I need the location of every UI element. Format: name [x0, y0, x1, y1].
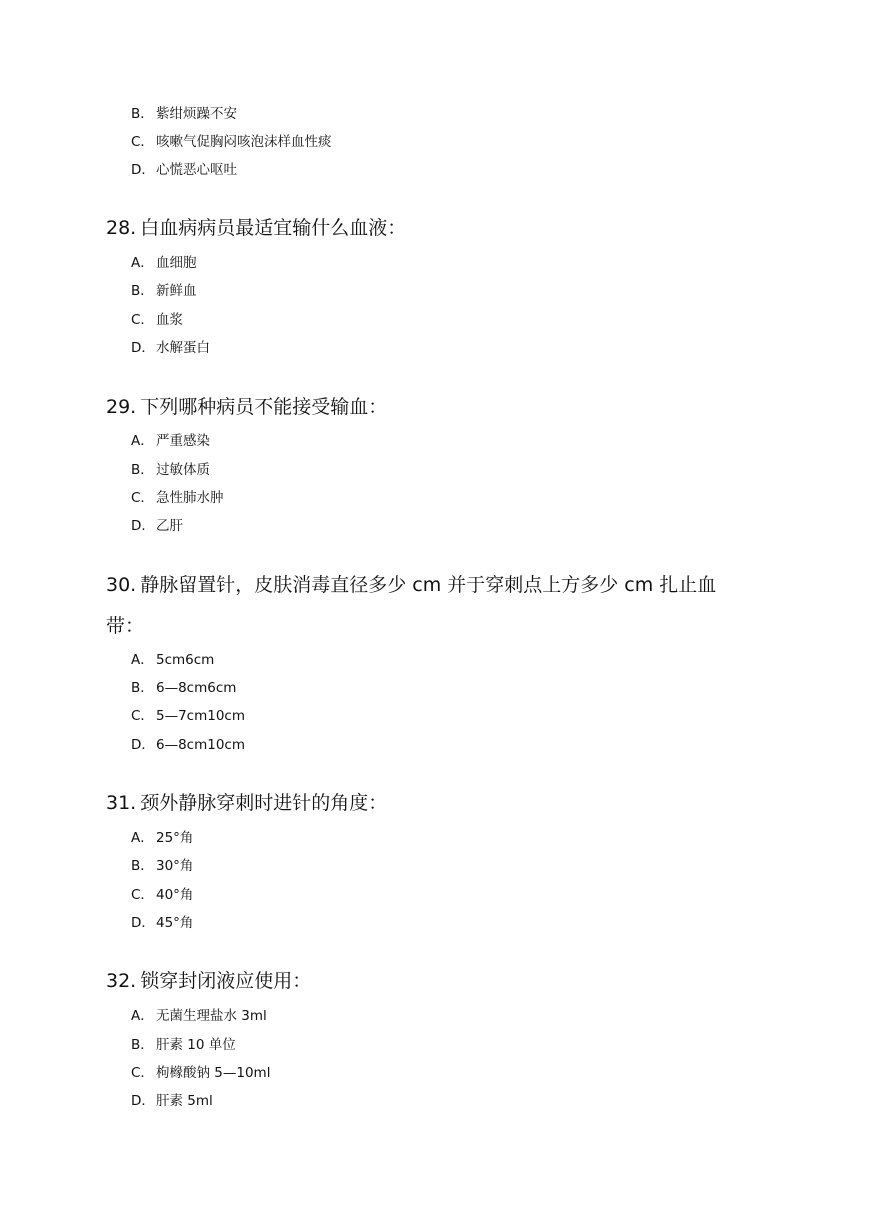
option-text: 40°角	[156, 887, 194, 903]
option-text: 25°角	[156, 830, 194, 846]
option-text: 45°角	[156, 915, 194, 931]
option-d	[131, 1092, 213, 1110]
option-b	[131, 857, 193, 875]
question-32-stem	[106, 968, 311, 994]
option-b	[131, 679, 236, 697]
question-number: 31.	[106, 792, 137, 814]
option-letter: C．	[131, 708, 154, 724]
option-text: 紫绀烦躁不安	[156, 106, 237, 122]
question-29-stem	[106, 394, 387, 420]
option-c	[131, 886, 193, 904]
option-d	[131, 736, 245, 754]
question-number: 28.	[106, 217, 137, 239]
question-number: 29.	[106, 396, 137, 418]
option-d	[131, 517, 183, 535]
option-b	[131, 105, 237, 123]
question-text: 颈外静脉穿刺时进针的角度：	[140, 792, 388, 814]
option-a	[131, 651, 214, 669]
option-text: 30°角	[156, 858, 194, 874]
option-text: 严重感染	[156, 433, 210, 449]
question-number: 30.	[106, 574, 137, 596]
option-text: 咳嗽气促胸闷咳泡沫样血性痰	[156, 134, 332, 150]
option-text: 肝素 5ml	[156, 1093, 213, 1109]
option-letter: C．	[131, 1065, 154, 1081]
option-c	[131, 311, 183, 329]
option-a	[131, 254, 197, 272]
option-a	[131, 432, 210, 450]
option-c	[131, 1064, 270, 1082]
option-letter: A．	[131, 255, 154, 271]
question-text: 下列哪种病员不能接受输血：	[140, 396, 388, 418]
option-text: 5cm6cm	[156, 652, 215, 668]
option-letter: B．	[131, 680, 154, 696]
option-c	[131, 707, 245, 725]
option-letter: B．	[131, 106, 154, 122]
option-letter: A．	[131, 433, 154, 449]
option-letter: B．	[131, 858, 154, 874]
option-text: 5—7cm10cm	[156, 708, 246, 724]
question-text: 白血病病员最适宜输什么血液：	[140, 217, 407, 239]
option-text: 乙肝	[156, 518, 183, 534]
question-text: 静脉留置针，皮肤消毒直径多少 cm 并于穿刺点上方多少 cm 扎止血	[140, 574, 717, 596]
option-text: 肝素 10 单位	[156, 1037, 236, 1053]
option-text: 6—8cm10cm	[156, 737, 246, 753]
option-letter: B．	[131, 462, 154, 478]
question-text: 锁穿封闭液应使用：	[140, 970, 312, 992]
option-text: 心慌恶心呕吐	[156, 162, 237, 178]
option-letter: A．	[131, 652, 154, 668]
option-letter: C．	[131, 312, 154, 328]
question-28-stem	[106, 215, 406, 241]
option-letter: D．	[131, 518, 155, 534]
question-30-stem-continued: 带：	[106, 615, 145, 637]
option-letter: B．	[131, 1037, 154, 1053]
question-31-stem	[106, 790, 387, 816]
option-text: 新鲜血	[156, 283, 197, 299]
option-text: 无菌生理盐水 3ml	[156, 1008, 267, 1024]
option-text: 血浆	[156, 312, 183, 328]
option-text: 血细胞	[156, 255, 197, 271]
option-c	[131, 133, 332, 151]
option-d	[131, 339, 210, 357]
option-letter: C．	[131, 887, 154, 903]
option-a	[131, 1007, 267, 1025]
option-text: 枸橼酸钠 5—10ml	[156, 1065, 271, 1081]
option-b	[131, 461, 210, 479]
question-30-stem	[106, 572, 716, 598]
option-b	[131, 282, 197, 300]
option-letter: B．	[131, 283, 154, 299]
option-letter: D．	[131, 915, 155, 931]
option-letter: D．	[131, 1093, 155, 1109]
option-text: 急性肺水肿	[156, 490, 224, 506]
option-text: 水解蛋白	[156, 340, 210, 356]
option-c	[131, 489, 224, 507]
option-letter: D．	[131, 737, 155, 753]
option-d	[131, 161, 237, 179]
option-letter: D．	[131, 340, 155, 356]
option-letter: D．	[131, 162, 155, 178]
option-letter: C．	[131, 490, 154, 506]
option-letter: A．	[131, 830, 154, 846]
question-number: 32.	[106, 970, 137, 992]
option-a	[131, 829, 193, 847]
option-text: 6—8cm6cm	[156, 680, 237, 696]
option-b	[131, 1036, 236, 1054]
option-d	[131, 914, 193, 932]
option-letter: A．	[131, 1008, 154, 1024]
option-text: 过敏体质	[156, 462, 210, 478]
option-letter: C．	[131, 134, 154, 150]
